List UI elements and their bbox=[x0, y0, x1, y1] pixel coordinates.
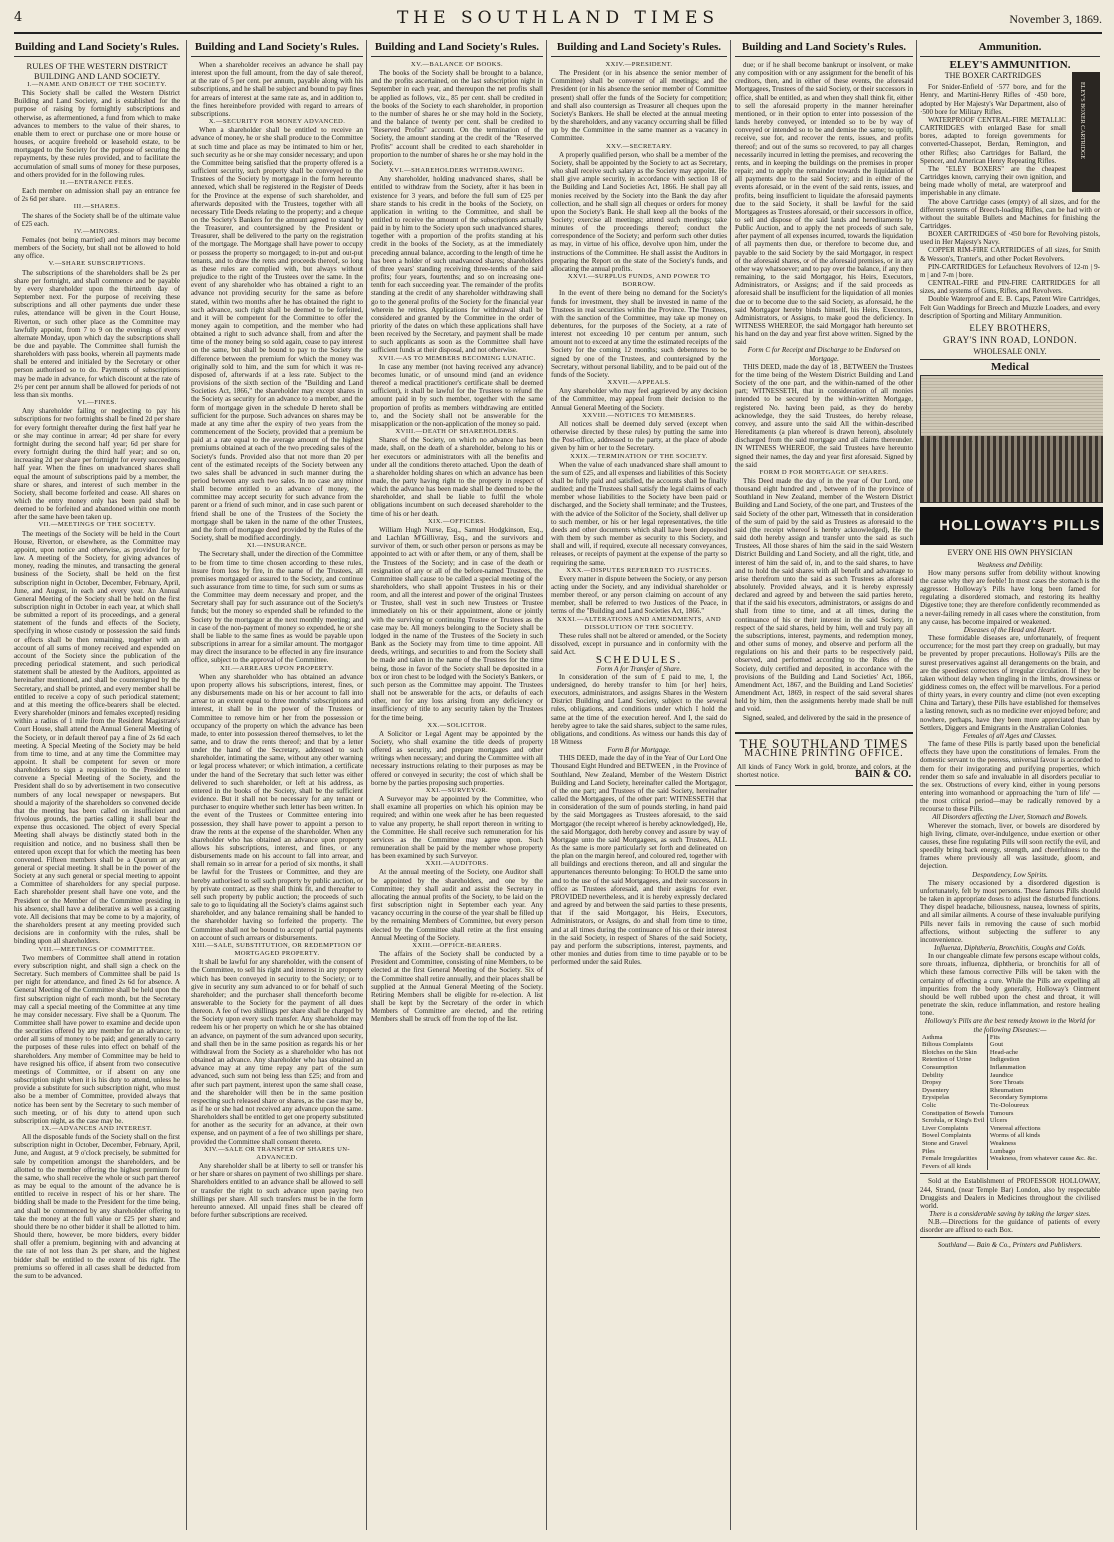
disease-item: Colic bbox=[922, 1102, 937, 1110]
section-heading: VI.—FINES. bbox=[77, 399, 117, 407]
section-heading: XXIV.—PRESIDENT. bbox=[605, 61, 673, 68]
wholesale-note: WHOLESALE ONLY. bbox=[973, 347, 1047, 357]
diseases-table bbox=[920, 1034, 1100, 1171]
section-heading: XXIII.—OFFICE-BEARERS. bbox=[412, 941, 502, 949]
column-4 bbox=[546, 40, 731, 1530]
disease-item: Weakness bbox=[989, 1140, 1017, 1147]
disease-item: Venereal affections bbox=[989, 1124, 1041, 1132]
section-heading: IV.—MINORS. bbox=[73, 227, 121, 235]
section-text: A Solicitor or Legal Agent may be appointed by the Society, who shall examine the title deeds of property offered as security, and prepare mortgages and other writings when necessary; and during the Committee with all necessary instructions relating to their purposes as may be offered or conveyed in security; the cost of which shall be borne by the parties proposing such properties. bbox=[371, 729, 543, 787]
section-heading: XXV.—SECRETARY. bbox=[605, 142, 673, 150]
column-heading: Building and Land Society's Rules. bbox=[371, 40, 543, 57]
disease-item: Piles bbox=[922, 1147, 935, 1155]
ad-subheading: All Disorders affecting the Liver, Stomach and Bowels. bbox=[932, 813, 1088, 822]
section-text: Each member on admission shall pay an entrance fee of 2s 6d per share. bbox=[14, 187, 180, 204]
ad-subheading: Holloway's Pills are the best remedy known in the World for the following Diseases:— bbox=[924, 1017, 1096, 1034]
column-heading: Building and Land Society's Rules. bbox=[735, 40, 913, 57]
paper-title: THE SOUTHLAND TIMES bbox=[396, 8, 720, 28]
column-heading: Building and Land Society's Rules. bbox=[14, 40, 180, 57]
section-heading: XIV.—SALE OR TRANSFER OF SHARES UN-ADVANCED. bbox=[203, 1145, 351, 1161]
disease-item: Dysentery bbox=[922, 1086, 950, 1094]
section-heading: X.—SECURITY FOR MONEY ADVANCED. bbox=[208, 118, 346, 126]
section-text: Females (not being married) and minors may become members of the Society, but shall not be allowed to hold any office. bbox=[14, 235, 180, 261]
ad-subheading: Weakness and Debility. bbox=[977, 560, 1043, 569]
disease-item: Retention of Urine bbox=[922, 1056, 972, 1064]
disease-item: Tumours bbox=[989, 1109, 1014, 1117]
section-text: Any shareholder shall be at liberty to sell or transfer his or her share or shares on payment of two shillings per share. Shareholders entitled to an advance shall be allowed to sell or transfer the right to such advance upon paying two shillings per share. All such transfers must be in the form hereunto annexed. All unpaid fines shall be cleared off before further subscriptions are received. bbox=[191, 1162, 363, 1220]
section-text: When a shareholder shall be entitled to receive an advance of money, he or she shall produce to the Committee at such time and place as may be intimated to him or her, such security as he or she may consider necessary; and upon the Committee being satisfied that the property offered is a sufficient security, such property shall be conveyed to the Trustees of the Society by mortgage in the form hereunto annexed, which shall be registered in the Register of Deeds for the Province at the expense of such shareholder, and afterwards deposited with the Trustees, together with all necessary Title Deeds relating to the property; and a cheque on the Society's Bankers for the amount agreed to stand by the Treasurer, and countersigned by the President or Treasurer, shall be delivered to the party on the registration of the mortgage. The Mortgage shall have power to occupy or possess the property so mortgaged; to in-put and out-put tenants, and to draw the rents and proceeds thereof, so long as these rules are complied with, but always without prejudice to the right of the Trustees over the same. In the event of any shareholder who has obtained a right to an advance not providing security for the same as before stated, within two months after he has obtained the right to such advance, such right shall be deemed to be forfeited, and it will be competent for the Committee to offer the money again to competition, and the member who had obtained a right to such advance shall, from and after the time of the money being so sold again, cease to pay interest on the same, but shall be bound to pay to the Society the difference between the premium for which the money was originally sold to him, and the sum for which it was re-disposed of, afterwards if at a less rate. Subject to the provisions of the sixth section of the "Building and Land Societies Act, 1866," the shareholder may except shares in the Society as security for an advance to a member, and the form of mortgage given in the schedule D hereto shall be sufficient for the purpose. Such advances on shares may be made at any time after the expiry of two years from the commencement of the Society, provided that a premium be paid at a rate equal to the average amount of the highest premiums obtained at each of the two preceding sales of the Society's funds. Provided also that not more than 20 per cent of the estimated receipts of the Society between any two sales shall be advanced in such manner during the period between any such two sales. In no case any minor shall become entitled to an advance of money, the committee may accept security for such advance from the parent or a friend of such minor, and in case such parent or friend shall be one of the Trustees of the Society the mortgage shall be taken in the name of the other Trustees, and the form of mortgage deed provided by the Rules of the Society, shall be modified accordingly. bbox=[191, 126, 363, 543]
section-heading: XV.—BALANCE OF BOOKS. bbox=[410, 61, 504, 68]
printing-office-ad bbox=[735, 732, 913, 787]
section-text: All the disposable funds of the Society shall on the first subscription night in October, December, February, April, June, and August, at 9 o'clock precisely, be submitted for sale by competition amongst the shareholders, and be allotted to the member offering the highest premium for the same, who shall receive the whole or such part thereof as may be equal to the amount of the advance he is entitled to receive in respect of his or her share. The bidding shall be made to the President for the time being, and shall be commenced by any shareholder offering to take the money at the full value or £25 per share; and should there be no other bidder it shall be allotted to him. Should there, however, be more bidders, every bidder shall offer a premium, beginning with and advancing at the rate of not less than 2s per share, and the highest bidder shall be entitled to the extent of his right. The premiums so offered in all cases shall be deducted from the sum to be advanced. bbox=[14, 1133, 180, 1280]
ad-text: Wherever the stomach, liver, or bowels are disordered by high living, climate, over-indulgence, undue exertion or other causes, these fine regulating Pills will soon rectify the evil, and speedily bring back energy, strength, and cheerfulness to the frames where previously all was lassitude, gloom, and dejection. bbox=[920, 821, 1100, 871]
engraving-illustration bbox=[920, 375, 1103, 503]
form-b-text: THIS DEED, made the day of in the Year of Our Lord One Thousand Eight Hundred and BETWEEN , in the Province of Southland, New Zealand, Member of the Western District Building and Land Society, hereinafter called the Mortgagor, of the one part; and Trustees of the said Society, hereinafter called the Mortgagees, of the other part: WITNESSETH that in consideration of the sum of pounds sterling, in hand paid by the said Mortgagees as Trustees aforesaid, to the said Mortgagor (the receipt whereof is hereby acknowledged), He, the said Mortgagor, doth hereby convey and assure by way of Mortgage unto the said Mortgagees, as such Trustees, ALL As the same is more particularly set forth and delineated on the plan on the margin hereof, and coloured red, together with all buildings and erections thereon, and all and singular the appurtenances thereunto belonging: To HOLD the same unto and to the use of the said Mortgagees, and their successors in office as Trustees aforesaid, and their assigns for ever. PROVIDED nevertheless, and it is hereby expressly declared and agreed by and between the said parties to these presents, that if the said Mortgagor, his Heirs, Executors, Administrators, or Assigns, do and shall from time to time, and at all times during the continuance of his or their interest in the said Society, in respect of Shares of the said Society, pay and perform the subscriptions, interest, payments, and other monies and duties from time to time payable or to be performed under the said Rules. bbox=[551, 754, 727, 967]
eley-address: GRAY'S INN ROAD, LONDON. bbox=[942, 335, 1078, 345]
section-heading: XXII.—AUDITORS. bbox=[425, 860, 489, 868]
ad-subheading: Diseases of the Head and Heart. bbox=[963, 625, 1057, 634]
diseases-left-column bbox=[920, 1034, 987, 1171]
section-text: Every matter in dispute between the Society, or any person acting under the Society, and any individual shareholder or member thereof, or any person claiming on account of any member, shall be referred to two Justices of the Peace, in terms of the "Building and Land Societies Act, 1866." bbox=[551, 574, 727, 616]
section-heading: XXVII.—APPEALS. bbox=[607, 379, 671, 387]
signed-line: Signed, sealed, and delivered by the said in the presence of bbox=[743, 713, 911, 722]
divider bbox=[920, 359, 1100, 360]
printing-office-subtitle: MACHINE PRINTING OFFICE. bbox=[744, 747, 904, 759]
form-b-heading: Form B for Mortgage. bbox=[607, 746, 671, 755]
disease-item: Scrofula, or King's Evil bbox=[922, 1117, 985, 1125]
ad-text: WATERPROOF CENTRAL-FIRE METALLIC CARTRIDGES with enlarged Base for small bores, adapted to foreign governments for converted-Chassepot, Berdan, Remington, and other Rifles; also Cartridges for Ballard, the Spencer, and American Henry Repeating Rifles. bbox=[920, 115, 1066, 165]
section-text: The shares of the Society shall be of the ultimate value of £25 each. bbox=[14, 211, 180, 228]
section-heading: I.—NAME AND OBJECT OF THE SOCIETY. bbox=[27, 81, 167, 88]
disease-item: Fits bbox=[989, 1033, 1000, 1041]
section-heading: XXXI.—ALTERATIONS AND AMENDMENTS, AND DISSOLUTION OF THE SOCIETY. bbox=[556, 615, 722, 631]
section-heading: XXX.—DISPUTES REFERRED TO JUSTICES. bbox=[566, 566, 712, 574]
disease-item: Bowel Complaints bbox=[922, 1132, 972, 1140]
disease-item: Female Irregularities bbox=[922, 1155, 978, 1163]
ad-text: Double Waterproof and E. B. Caps, Patent Wire Cartridges, Felt Gun Waddings for Breech and Muzzle Loaders, and every description of Sporting and Military Ammunition. bbox=[920, 295, 1100, 320]
section-text: Two members of Committee shall attend in rotation every subscription night, and shall sign a check on the Secretary. Such members of Committee shall be paid 1s per night for attendance, and fined 2s 6d for absence. A General Meeting of the Committee shall be held upon the first subscription night of each month, but the Secretary may call a special meeting of the Committee at any time he may consider necessary. Five shall be a Quorum. The Committee shall have power to examine and decide upon the securities offered by any member for an advance; to order all sums of money to be paid; and generally to carry the purposes of these rules into effect on behalf of the shareholders. Any member of Committee may be held to have resigned his office, if absent from two consecutive meetings of Committee, or if absent on any one subscription night when it is his duty to attend, unless he provide a substitute for such subscription night, who must also be a member of Committee, provided always that notice has been sent by the Secretary to such member of such meeting, or of his duty to attend upon such subscription night, as the case may be. bbox=[14, 953, 180, 1125]
disease-item: Lumbago bbox=[989, 1147, 1016, 1155]
ad-subheading: Despondency, Low Spirits. bbox=[972, 870, 1048, 879]
disease-item: Dropsy bbox=[922, 1079, 942, 1087]
section-text: The President (or in his absence the senior member of Committee) shall be convener of all meetings; and the President (or in his absence the senior member of Committee present) shall offer the funds of the Society for competition; and shall also countersign as Treasurer all cheques upon the Society's Bankers. He shall be elected at the annual meeting by the shareholders, and any vacancy occurring shall be filled up by the Committee in the same manner as a vacancy in Committee. bbox=[551, 69, 727, 143]
ad-text: For Snider-Enfield of ·577 bore, and for the Henry, and Martini-Henry Rifles of ·450 bore, adopted by Her Majesty's War Department, also of ·500 bore for Military Rifles. bbox=[920, 83, 1066, 116]
diseases-right-column bbox=[987, 1034, 1100, 1171]
section-heading: XIII.—SALE, SUBSTITUTION, OR REDEMPTION OF MORTGAGED PROPERTY. bbox=[191, 941, 363, 958]
ad-text: CENTRAL-FIRE and PIN-FIRE CARTRIDGES for all sizes, and systems of Guns, Rifles, and Revolvers. bbox=[920, 279, 1100, 296]
section-text: The Secretary shall, under the direction of the Committee to be from time to time chosen according to these rules, insure from loss by fire, in the name of the Trustees, all premises mortgaged or assured to the Society, and continue such assurance from time to time, for such sum or sums as the Committee may deem necessary and proper, and the Secretary shall pay for such assurance out of the Society's funds; but the money so expended shall be refunded to the Society by the mortgagor at the next monthly meeting; and in case of the non-payment of money so expended, he or she shall be liable to the same fines as would be payable upon subscriptions in arrear for a similar amount. The mortgagor may direct the insurance to be effected in any fire insurance office, subject to the approval of the Committee. bbox=[191, 550, 363, 665]
disease-item: Bilious Complaints bbox=[922, 1041, 974, 1049]
disease-item: Ulcers bbox=[989, 1117, 1008, 1125]
ad-text: These formidable diseases are, unfortunately, of frequent occurrence; for the most part they creep on gradually, but may be prevented by proper precautions. Holloway's Pills are the surest preservatives against all derangements on the brain, and are the speediest correctors of irregular circulation. If they be taken without delay when tingling in the limbs, drowsiness or giddiness comes on, the effect will be marvellous. For a period of thirty years, in every country and clime (not even excepting China and Tartary), these Pills have established for themselves a lasting renown, such as no medicine ever enjoyed before; and nowhere, perhaps, have they been more appreciated than by Settlers, Diggers and Emigrants in the Australian Colonies. bbox=[920, 634, 1100, 732]
ad-text: Sold at the Establishment of PROFESSOR HOLLOWAY, 244, Strand, (near Temple Bar) London, also by respectable Druggists and Dealers in Medicines throughout the civilised world. bbox=[920, 1177, 1100, 1210]
section-heading: XI.—INSURANCE. bbox=[246, 542, 308, 550]
ad-text: N.B.—Directions for the guidance of patients of every disorder are affixed to each Box. bbox=[920, 1218, 1100, 1235]
ad-text: The above Cartridge cases (empty) of all sizes, and for the different systems of Breech-loading Rifles, can be had with or without the suitable Bullets and Machines for finishing the Cartridges. bbox=[920, 197, 1100, 230]
form-d-heading: FORM D FOR MORTGAGE OF SHARES. bbox=[759, 468, 889, 476]
section-text: A properly qualified person, who shall be a member of the Society, shall be appointed by the Society to act as Secretary, who shall receive such salary as the Society may appoint. He shall give ample security, in accordance with section 18 of the Building and Land Societies Act, 1866. He shall pay all monies received by the Society into the Bank the day after collection, and he shall sign all cheques or orders for money upon the Society's Bank. He shall keep all the books of the Society; exercise all meetings; attend such meetings; take minutes of the proceedings thereof; conduct the correspondence of the Society; and perform such other duties as may, in virtue of his office, devolve upon him, under the instructions of the Committee. He shall assist the Auditors in preparing the Report on the state of the Society's funds, and allocating the annual profits. bbox=[551, 150, 727, 273]
schedules-heading: SCHEDULES. bbox=[595, 654, 683, 667]
section-heading: XXIX.—TERMINATION OF THE SOCIETY. bbox=[570, 452, 708, 460]
disease-item: Erysipelas bbox=[922, 1094, 950, 1102]
column-heading: Ammunition. bbox=[920, 40, 1100, 57]
form-d-text: This Deed made the day of in the year of Our Lord, one thousand eight hundred and , between of in the province of Southland in New Zealand, member of the Western District Building and Land Society, of the one part, and Trustees of the said Society of the other part, Witnesseth that in consideration of the sum of paid by the said as Trustees as aforesaid to the said (the receipt whereof is hereby acknowledged), He the said doth hereby assign and transfer unto the said as such Trustees, All those shares of him the said in the said Western District Building and Land Society, and all the right, title, and interest of him the said of, in, and to the said shares, to have and to hold the said shares with all benefit and advantage to arise therefrom unto the said as such Trustees as aforesaid absolutely. Provided always, and it is hereby expressly declared and agreed by and between the said parties hereto, that if the said his executors, administrators, or assigns do and shall from time to time, and at all times, during the continuance of his or their interest in the said Society, in respect of the said shares, held by him, well and truly pay all the subscriptions, interest, payments, and redemption money, and other sums of money, and observe and perform all the regulations on his and their parts to be respectively paid, observed, and performed according to the Rules of the Society, duly certified and deposited, in accordance with the provisions of the Building and Land Societies' Act, 1866, Amendment Act, 1867, and the Building and Land Societies' Amendment Act, 1869, in respect of the said several shares held by him, then the assignments hereby made shall be null and void. bbox=[735, 476, 913, 714]
engraving-sky bbox=[921, 376, 1103, 436]
form-c-text: THIS DEED, made the day of 18 , BETWEEN the Trustees for the time being of the Western District Building and Land Society of the one part, and the within-named of the other part; WITNESSETH, that in consideration of all monies intended to be secured by the within-written Mortgage, registered No. having been paid, as they do hereby acknowledge, they the said Trustees, do hereby release, convey, and assure unto the said All the within-described Hereditaments (a plan whereof is drawn hereon), absolutely discharged from the said mortgage and all claims thereunder. IN WITNESS WHEREOF, the said Trustees have hereunto signed their names, the day and year first aforesaid. Signed by the said bbox=[735, 362, 913, 469]
disease-item: Fevers of all kinds bbox=[922, 1162, 971, 1170]
section-heading: V.—SHARE SUBSCRIPTIONS. bbox=[48, 260, 146, 268]
section-heading: XX.—SOLICITOR. bbox=[427, 721, 487, 729]
ad-text: In our changeable climate few persons escape without colds, sore throats, influenza, diphtheria, or bronchitis for all of which these famous corrective Pills will be taken with the certainty of effecting a cure. While the Pills are expelling all impurities from the body generally, Holloway's Ointment should be well rubbed upon the chest and throat, it will penetrate the skin, reduce inflammation, and restore healing tone. bbox=[920, 952, 1100, 1018]
divider bbox=[920, 1237, 1100, 1238]
ad-text: How many persons suffer from debility without knowing the cause why they are feeble! In most cases the stomach is the aggressor. Holloway's Pills have long been famed for regulating a disordered stomach, and restoring its healthy Digestive tone; they are therefore confidently recommended as a never-failing remedy in all cases where the constitution, from any cause, has become impaired or weakened. bbox=[920, 568, 1100, 626]
disease-item: Secondary Symptoms bbox=[989, 1094, 1048, 1102]
eley-brothers: ELEY BROTHERS, bbox=[969, 322, 1051, 333]
form-a-heading: Form A for Transfer of Share. bbox=[596, 664, 682, 673]
disease-item: Rheumatism bbox=[989, 1086, 1024, 1094]
column-heading: Building and Land Society's Rules. bbox=[551, 40, 727, 57]
divider bbox=[920, 1173, 1100, 1174]
section-text: The affairs of the Society shall be conducted by a President and Committee, consisting of nine Members, to be elected at the first General Meeting of the Society. Six of the Committee shall retire annually, and their places shall be supplied at the Annual General Meeting of the Society. Retiring Members shall be eligible for re-election. A list shall be kept by the Secretary of the order in which Members of Committee are elected, and the retiring Members shall be struck off from the top of the list. bbox=[371, 950, 543, 1024]
section-heading: XVII.—AS TO MEMBERS BECOMING LUNATIC. bbox=[378, 354, 536, 362]
printing-office-text: All kinds of Fancy Work in gold, bronze, and colors, at the shortest notice. bbox=[737, 762, 911, 780]
section-heading: XII.—ARREARS UPON PROPERTY. bbox=[220, 664, 334, 672]
disease-item: Inflammation bbox=[989, 1064, 1026, 1072]
disease-item: Gout bbox=[989, 1041, 1004, 1049]
section-text: In case any member (not having received any advance) becomes lunatic, or of unsound mind (and an evidence thereof a medical practitioner's certificate shall be deemed sufficient), it shall be lawful for the Trustees to refund the amount paid in by such member, together with the same proportion of profits as members withdrawing are entitled to, and the Society shall not be answerable for the misapplication or the non-application of the money so paid. bbox=[371, 362, 543, 428]
footer-imprint: Southland — Bain & Co., Printers and Publishers. bbox=[937, 1241, 1083, 1250]
disease-item: Sore Throats bbox=[989, 1079, 1024, 1087]
form-c-heading: Form C for Receipt and Discharge to be Endorsed on Mortgage. bbox=[747, 346, 901, 363]
section-text: Any shareholder, holding unadvanced shares, shall be entitled to withdraw from the Society, after it has been in existence for 3 years, and before the full sum of £25 per share stands to his credit in the books of the Society, on application in writing to the Committee, and shall be entitled to receive the amount of the subscriptions actually paid in by him to the Society upon such unadvanced shares, together with a proportion of the profits standing at his credit in the books of the Society, as at the immediately preceding annual balance, according to the length of time he has been a holder of such unadvanced shares; shareholders of three years' standing receiving three-tenths of the said profits; four years, fourtenths; and so on increasing one-tenth for each succeeding year. The remainder of the profits standing at the credit of any shareholder withdrawing shall go to the general profits of the Society for the financial year wherein he retires. Applications for withdrawal shall be considered and granted by the Committee in the order of priority of the dates on which these applications shall have been received by the Secretary, and payment shall be made to such applicants as soon as the Committee shall have sufficient funds at their disposal, and not otherwise. bbox=[371, 175, 543, 355]
ad-text: The fame of these Pills is partly based upon the beneficial effects they have upon the constitutions of females. From the domestic servant to the peeress, universal favour is accorded to them for their invigorating and purifying properties, which render them so safe and invaluable in all disorders peculiar to the sex. Obstructions of every kind, either in young persons entering into womanhood or approaching the 'turn of life' —the most critical period—may be radically removed by a recourse to these Pills. bbox=[920, 740, 1100, 814]
section-heading: IX.—ADVANCES AND INTEREST. bbox=[41, 1125, 153, 1132]
disease-item: Head-ache bbox=[989, 1048, 1019, 1056]
column-5 bbox=[730, 40, 917, 1530]
disease-item: Jaundice bbox=[989, 1071, 1013, 1079]
rules-title: RULES OF THE WESTERN DISTRICT BUILDING AND LAND SOCIETY. bbox=[26, 61, 168, 81]
eley-title: ELEY'S AMMUNITION. bbox=[949, 59, 1071, 71]
medical-heading: Medical bbox=[991, 361, 1029, 374]
section-text: When a shareholder receives an advance he shall pay interest upon the full amount, from the day of sale thereof, at the rate of 5 per cent. per annum, payable along with his subscriptions, and he shall be subject and bound to pay fines for arrears of interest at the same rate as, and in addition to, the fines hereinbefore provided with regard to arrears of subscriptions. bbox=[191, 61, 363, 118]
holloways-pills-banner: HOLLOWAY'S PILLS bbox=[920, 507, 1103, 545]
section-text: Any shareholder failing or neglecting to pay his subscriptions for two fortnights shall be fined 2d per share for every fortnight thereafter during the first half year he or she may continue in arrear; 4d per share for every fortnight during the second half year; 6d per share for every fortnight during the third half year; and so on, increasing 2d per share per fortnight for every succeeding half year. When the fines on unadvanced shares shall equal the amount of subscriptions paid by a member, the share or shares, and interest of such member in the Society, shall become forfeited and cease. All shares on which the entry money only has been paid shall be deemed to be forfeited and abandoned within one month after the same have been taken up. bbox=[14, 407, 180, 522]
ad-text: PIN-CARTRIDGES for Lefaucheux Revolvers of 12-m | 9-m | and 7-m | bore. bbox=[920, 262, 1100, 279]
column-6 bbox=[916, 40, 1103, 1530]
section-text: When the value of each unadvanced share shall amount to the sum of £25, and all expenses and liabilities of this Society shall be fully paid and satisfied, the accounts shall be finally audited; and the Trustees shall satisfy the legal claims of each member whose liabilities to the Society have been paid or discharged, and the Society shall terminate; and the Trustees, with the advice of the Solicitor of the Society, shall deliver up to such member, or his or her legal representatives, the title deeds and other documents which shall have been deposited with them by such member as security to this Society, and shall and will, if required, execute all necessary conveyances, releases, or receipts of payment at the expense of the party so requiring the same. bbox=[551, 460, 727, 567]
engraving-crowd bbox=[921, 436, 1103, 502]
section-heading: XXVI.—SURPLUS FUNDS, AND POWER TO BORROW. bbox=[567, 273, 711, 289]
page-number: 4 bbox=[14, 10, 23, 25]
section-text: Any shareholder who may feel aggrieved by any decision of the Committee, may appeal from their decision to the Annual General Meeting of the Society. bbox=[551, 387, 727, 412]
physician-heading: EVERY ONE HIS OWN PHYSICIAN bbox=[947, 548, 1073, 558]
section-text: This Society shall be called the Western District Building and Land Society, and is established for the purpose of raising by fortnightly subscriptions and otherwise, as aftermentioned, a fund from which to make advances to members to the value of their shares, to enable them to erect or purchase one or more house or houses, or acquire freehold or leasehold estate, to be mortgaged to the Society for the purpose of securing the repayments, by these rules provided, and to facilitate the accumulation of small sums of money for these purposes, and others provided for in the following rules. bbox=[14, 89, 180, 179]
section-text: The books of the Society shall be brought to a balance, and the profits ascertained, on the last subscription night in September in each year, and thereupon the net profits shall be applied as follows, viz., 85 per cent. shall be credited in the books of the Society to each shareholder, in proportion to the number of shares he or she may hold in the Society, and the balance of twenty per cent. shall be credited to "Reserved Profits" account. On the termination of the Society, the amount standing at the credit of the "Reserved Profits" account shall be credited to each shareholder in proportion to the number of shares he or she may hold in the Society. bbox=[371, 69, 543, 167]
section-heading: XVIII.—DEATH OF SHAREHOLDERS. bbox=[395, 428, 519, 436]
section-text: William Hugh Nurse, Esq., Samuel Hodgkinson, Esq., and Lachlan M'Gillivray, Esq., and the survivors and survivor of them, or such other person or persons as may be appointed to act with or after them, or any of them, shall be the Trustees of the Society; and in case of the death or resignation of any or all of the before-named Trustees, the Committee shall cause to be called a special meeting of the shareholders, who shall appoint Trustees in his or their room, and all the interest and power of the original Trustees or Trustee, shall vest in such new Trustees or Trustee immediately on his or their appointment, alone or jointly with the surviving or continuing Trustee or Trustees as the case may be. All moneys belonging to the Society shall be lodged in the name of the Trustees of the Society in such Bank as the Society may from time to time appoint. All deeds, writings, and securities to and from the Society shall be made and taken in the name of the Trustees for the time being, those in favor of the Society shall be deposited in a box or iron chest to be lodged with the Society's Bankers, or such person as the Committee may appoint. The Trustees shall not be answerable for the acts, or defaults of each other, nor for any loss arising from any deficiency or insufficiency of title to any security taken by the Trustees for the time being. bbox=[371, 525, 543, 722]
section-heading: XXI.—SURVEYOR. bbox=[425, 786, 489, 794]
ad-text: COPPER RIM-FIRE CARTRIDGES of all sizes, for Smith & Wesson's, Tranter's, and other Pocket Revolvers. bbox=[920, 246, 1100, 263]
section-text: All notices shall be deemed duly served (except when otherwise directed by these rules) by putting the same into the Post-office, addressed to the party, at the place of abode given by him or her to the Secretary. bbox=[551, 419, 727, 453]
masthead bbox=[14, 10, 1102, 34]
section-text: The subscriptions of the shareholders shall be 2s per share per fortnight, and shall commence and be payable by every shareholder upon the thirteenth day of September next. For the purpose of receiving these subscriptions and all other payments due under these rules, attendance will be given in the Court House, Riverton, or such other place as the Committee may lawfully appoint, from 7 to 9 on the evenings of every alternate Monday, upon which day the subscriptions shall be due and payable. The Committee shall furnish the shareholders with pass books, wherein all payments made shall be entered and initialed by the Secretary or other person authorised so to do. Payments of subscriptions may be made in advance, for which discount at the rate of 2½ per cent per annum shall be allowed for periods of not less than six months. bbox=[14, 268, 180, 399]
cartridge-illustration bbox=[1072, 72, 1100, 192]
disease-item: Indigestion bbox=[989, 1056, 1020, 1064]
disease-item: Blotches on the Skin bbox=[922, 1048, 977, 1056]
column-heading: Building and Land Society's Rules. bbox=[191, 40, 363, 57]
disease-item: Stone and Gravel bbox=[922, 1140, 968, 1147]
boxer-heading: THE BOXER CARTRIDGES bbox=[944, 71, 1042, 81]
section-heading: VIII.—MEETINGS OF COMMITTEE. bbox=[38, 945, 156, 953]
section-text: In the event of there being no demand for the Society's funds for investment, they shall be invested in name of the Trustees in real securities within the Province. The Trustees, with the sanction of the Committee, may take up money on debentures, for the purposes of the Society, at a rate of interest not exceeding 10 per centum per annum, such amount not to exceed at any time the estimated receipts of the Society for the coming 12 months; such debentures to be signed by one of the Trustees, and countersigned by the Secretary, without personal liability, and to be paid out of the funds of the Society. bbox=[551, 289, 727, 379]
ad-subheading: Females of all Ages and Classes. bbox=[963, 731, 1057, 740]
section-text: due; or if he shall become bankrupt or insolvent, or make any composition with or any assignment for the benefit of his creditors, then, and in either of these events, the aforesaid Mortgagees, Trustees of the said Society, or their successors in office, shall be entitled, as and when they shall think fit, either to sell the aforesaid property in the manner hereinafter mentioned, or in their option to enter into possession of the lands hereby conveyed, or intended so to be by way of conveyed or intended so to be and demise the same; to uplift, receive, sue for, and recover the rents, issues, and profits thereof; and out of the sums so recovered, to pay all charges necessarily incurred in letting the premises, and recovering the rents, and in keeping the buildings on the premises in proper repair; and to apply the remainder towards the liquidation of all payments due to the said Society; and in either of the events aforesaid, or in the event of the said rents, issues, and profits, being insufficient to liquidate the aforesaid payments due to the said Society, it shall be lawful for the said Mortgagees as Trustees aforesaid, or their successors in office, to sell and dispose of the said lands and hereditaments by Public Auction, and to apply the net proceeds of such sale, after payment of all expenses incurred, towards the liquidation of all payments then due, or therefore to become due, and payable to the said Society by the said Mortgagor, in respect of the aforesaid shares, or of the aforesaid premises, or in any other way whatsoever; and to pay over the balance, if any then remaining, to the said Mortgagor, his Heirs, Executors, Administrators, or Assigns; and if the said proceeds as aforesaid shall be insufficient for the liquidation of all monies due or to become due to the said Society, as aforesaid, he the said Mortgagor hereby binds himself, his Heirs, Executors, Administrators, or Assigns, to make good the deficiency. In WITNESS WHEREOF, the said Mortgagor hath hereunto set his hand on the day and year first above written. Signed by the said bbox=[735, 61, 913, 347]
issue-date: November 3, 1869. bbox=[1009, 12, 1102, 26]
section-heading: II.—ENTRANCE FEES. bbox=[60, 178, 134, 186]
section-heading: XVI.—SHAREHOLDERS WITHDRAWING. bbox=[389, 167, 525, 175]
section-heading: VII.—MEETINGS OF THE SOCIETY. bbox=[38, 521, 156, 529]
printing-office-title: THE SOUTHLAND TIMES bbox=[739, 735, 909, 751]
section-text: It shall be lawful for any shareholder, with the consent of the Committee, to sell his right and interest in any property which has been conveyed in security to the Society; or to give in security any sum advanced to or for behalf of such shareholder; and the purchaser shall thenceforth become answerable to the Society for the payment of all dues thereon. A fee of two shillings per share shall be charged by the Society upon every such transfer. Any shareholder may redeem his or her property on which he or she has obtained an advance, on payment of the sum advanced upon security, and shall then be in the same position as regards his or her withdrawal from the Society as a shareholder who has not obtained an advance. Any shareholder who has obtained an advance may at any time repay any part of the sum advanced, such sum not being less than £25; and from and after such part payment, interest upon the same shall cease, and the shareholder will then be in the same position respecting such released share or shares, as the case may be, as if he or she had not received any advance upon the same. Shareholders shall be entitled to get one property substituted for another as the security for an advance, at their own expense, and on payment of a fee of two shillings per share, provided the Committee shall consent thereto. bbox=[191, 958, 363, 1146]
section-text: The meetings of the Society will be held in the Court House, Riverton, or elsewhere, as the Committee may appoint, upon notice and otherwise, as provided for by law. A meeting of the Society, for giving advances of money, reading the minutes, and transacting the general business of the Society, shall be held on the first subscription night in October, December, February, April, June, and August, in each and every year. An Annual General Meeting of the Society shall be held on the first subscription night in October in each year, at which shall be submitted a report of its proceedings, and a general statement of the funds and effects of the Society, specifying in whose custody or possession the said funds or effects shall be then remaining, together with an account of all sums of money received and expended on account of the Society since the publication of the preceding periodical statement, and such periodical statement shall be attested by the Auditors, appointed as hereinafter mentioned, and shall be countersigned by the Secretary, and shall be printed, and every member shall be entitled to receive a copy of such periodical statement; and at this meeting the office-bearers shall be elected. Every shareholder (minors and females excepted) residing within a radius of 1 mile from the Resident Magistrate's Court House, shall attend the Annual General Meeting of the Society, or in default thereof pay a fine of 2s 6d each meeting. A Special Meeting of the Society may be held from time to time, and at any time the Committee may appoint. It shall be competent for seven or more shareholders to sign a requisition to the President to convene a Special Meeting of the Society, and the President shall do so by advertisement in two consecutive numbers of any local newspaper or newspapers. But should a majority of the shareholders so convened decide that the meeting has been called on insufficient and frivolous grounds, the parties calling it shall bear the expense thus occasioned. The object of every Special Meeting shall always be distinctly stated both in the requisition and notice, and no business shall then be entered upon except that for which the meeting has been convened. Fifteen members shall be a Quorum at any general or special meeting. It shall be in the power of the Society at any such general or special meeting to appoint a Committee of shareholders for any special purpose. Each shareholder present shall have one vote, and the President or the Member of the Committee presiding in his absence, shall have a deliberative as well as a casting vote. All decisions that may be come to by a majority, of the shareholders present at any meeting provided such decisions are in conformity with the rules, shall be binding upon all shareholders. bbox=[14, 529, 180, 946]
saving-note: There is a considerable saving by taking the larger sizes. bbox=[929, 1210, 1091, 1218]
cartridge-label: ELEY'S BOXER CARTRIDGE bbox=[1079, 82, 1086, 160]
section-text: A Surveyor may be appointed by the Committee, who shall examine all properties on which his opinion may be required; and within one week after he has been requested to value any property, he shall report thereon in writing to the Committee. He shall receive such remuneration for his services as the Committee may agree upon. Such remuneration shall be paid by the member whose property has been examined by such Surveyor. bbox=[371, 795, 543, 861]
section-text: These rules shall not be altered or amended, or the Society dissolved, except in pursuance and in conformity with the said Act. bbox=[551, 631, 727, 657]
form-a-text: In consideration of the sum of £ paid to me, I, the undersigned, do hereby transfer to him [or her] heirs, executors, administrators, and assigns Shares in the Western District Building and Land Society, subject to the several rules, obligations, and conditions under which I hold the same at the time of the execution hereof. And I, the said do hereby agree to take the said shares, subject to the same rules, obligations, and conditions. As witness our hands this day of 18 Witness bbox=[551, 672, 727, 746]
column-3 bbox=[366, 40, 547, 1530]
ad-subheading: Influenza, Diphtheria, Bronchitis, Coughs and Colds. bbox=[934, 943, 1086, 952]
disease-item: Liver Complaints bbox=[922, 1124, 969, 1132]
disease-item: Consumption bbox=[922, 1064, 958, 1072]
ad-text: BOXER CARTRIDGES of ·450 bore for Revolving pistols, used in Her Majesty's Navy. bbox=[920, 230, 1100, 247]
section-heading: III.—SHARES. bbox=[73, 203, 121, 211]
column-1 bbox=[14, 40, 184, 1530]
disease-item: Asthma bbox=[922, 1033, 943, 1041]
section-text: When any shareholder who has obtained an advance upon property allows his subscriptions, interest, fines, or any disbursements made on his or her account to fall into arrear to an extent equal to three months' subscriptions and interest, it shall be in the power of the Trustees or Committee to remove him or her from the possession or occupancy of the property on which the advance has been made, to enter into possession thereof themselves, to let the same, and to draw the rents thereof; and that by a letter under the hand of the Secretary, addressed to such shareholder, intimating the same, without any other warning or legal process whatever; or which intimation, a certificate under the hand of the Secretary that such letter was either delivered to such shareholder, or left at his address, as entered in the books of the Society, shall be the sufficient evidence. But it shall not be necessary for any tenant or purchaser to enquire whether such letter has been written. In the event of the Trustees or Committee entering into possession, they shall have power to appoint a person to draw the rents at the expense of the shareholder. When any shareholder who has obtained an advance upon property allows his subscriptions, interest, and fines, or any disbursements made on his account to fall into arrear, and shall remain so in arrear for a period of six months, it shall be lawful for the Trustees or Committee, and they are hereby authorised to sell such property by public auction, or by private contract, as they shall think fit, and thereafter to sell such property by public auction; the proceeds of such sale to go to liquidating all the Society's claims against such shareholder, and any balance remaining shall be handed to the shareholder having so forfeited the property. The Committee shall not be bound to accept of partial payments on account of such arrears or disbursements. bbox=[191, 672, 363, 942]
section-heading: XXVIII.—NOTICES TO MEMBERS. bbox=[582, 411, 696, 419]
ad-text: The "ELEY BOXERS" are the cheapest Cartridges known, carrying their own ignition, and being made wholly of metal, are waterproof and imperishable in any climate. bbox=[920, 164, 1066, 198]
disease-item: Tic-Doloureux bbox=[989, 1102, 1029, 1110]
section-text: Shares of the Society, on which no advance has been made, shall, on the death of a shareholder, belong to his or her executors or administrators with all the benefits and under all the conditions thereto attached. Upon the death of a shareholder holding shares on which an advance has been made, the party having right to the property in respect of which the advance has been made shall be deemed to be the shareholder, and shall be liable to fulfil the whole obligations incumbent on such deceased shareholder to the time of his or her death. bbox=[371, 436, 543, 518]
disease-item: Constipation of Bowels bbox=[922, 1109, 985, 1117]
disease-item: Debility bbox=[922, 1071, 944, 1079]
disease-item: Worms of all kinds bbox=[989, 1132, 1041, 1140]
printer-name: BAIN & CO. bbox=[855, 769, 911, 781]
section-heading: XIX.—OFFICERS. bbox=[428, 517, 486, 525]
disease-item: Weakness, from whatever cause &c. &c. bbox=[989, 1155, 1098, 1163]
column-2 bbox=[186, 40, 367, 1530]
section-text: At the annual meeting of the Society, one Auditor shall be appointed by the shareholders, and one by the Committee; they shall audit and assist the Secretary in allocating the annual profits of the Society, to be laid on the first subscription night in September each year. Any vacancy occurring in the course of the year shall be filled up by the remaining Members of Committee, but every person elected by the Committee shall retire at the first ensuing Annual Meeting of the Society. bbox=[371, 868, 543, 942]
ad-text: The misery occasioned by a disordered digestion is unfortunately, felt by most persons. These famous Pills should be taken in appropriate doses to adjust the disturbed functions. They dispel headache, biliousness, nausea, lowness of spirits, and all similar ailments. A course of these invaluable purifying Pills never fails in removing the cause of such morbid affections, without subjecting the sufferer to any inconvenience. bbox=[920, 878, 1100, 944]
